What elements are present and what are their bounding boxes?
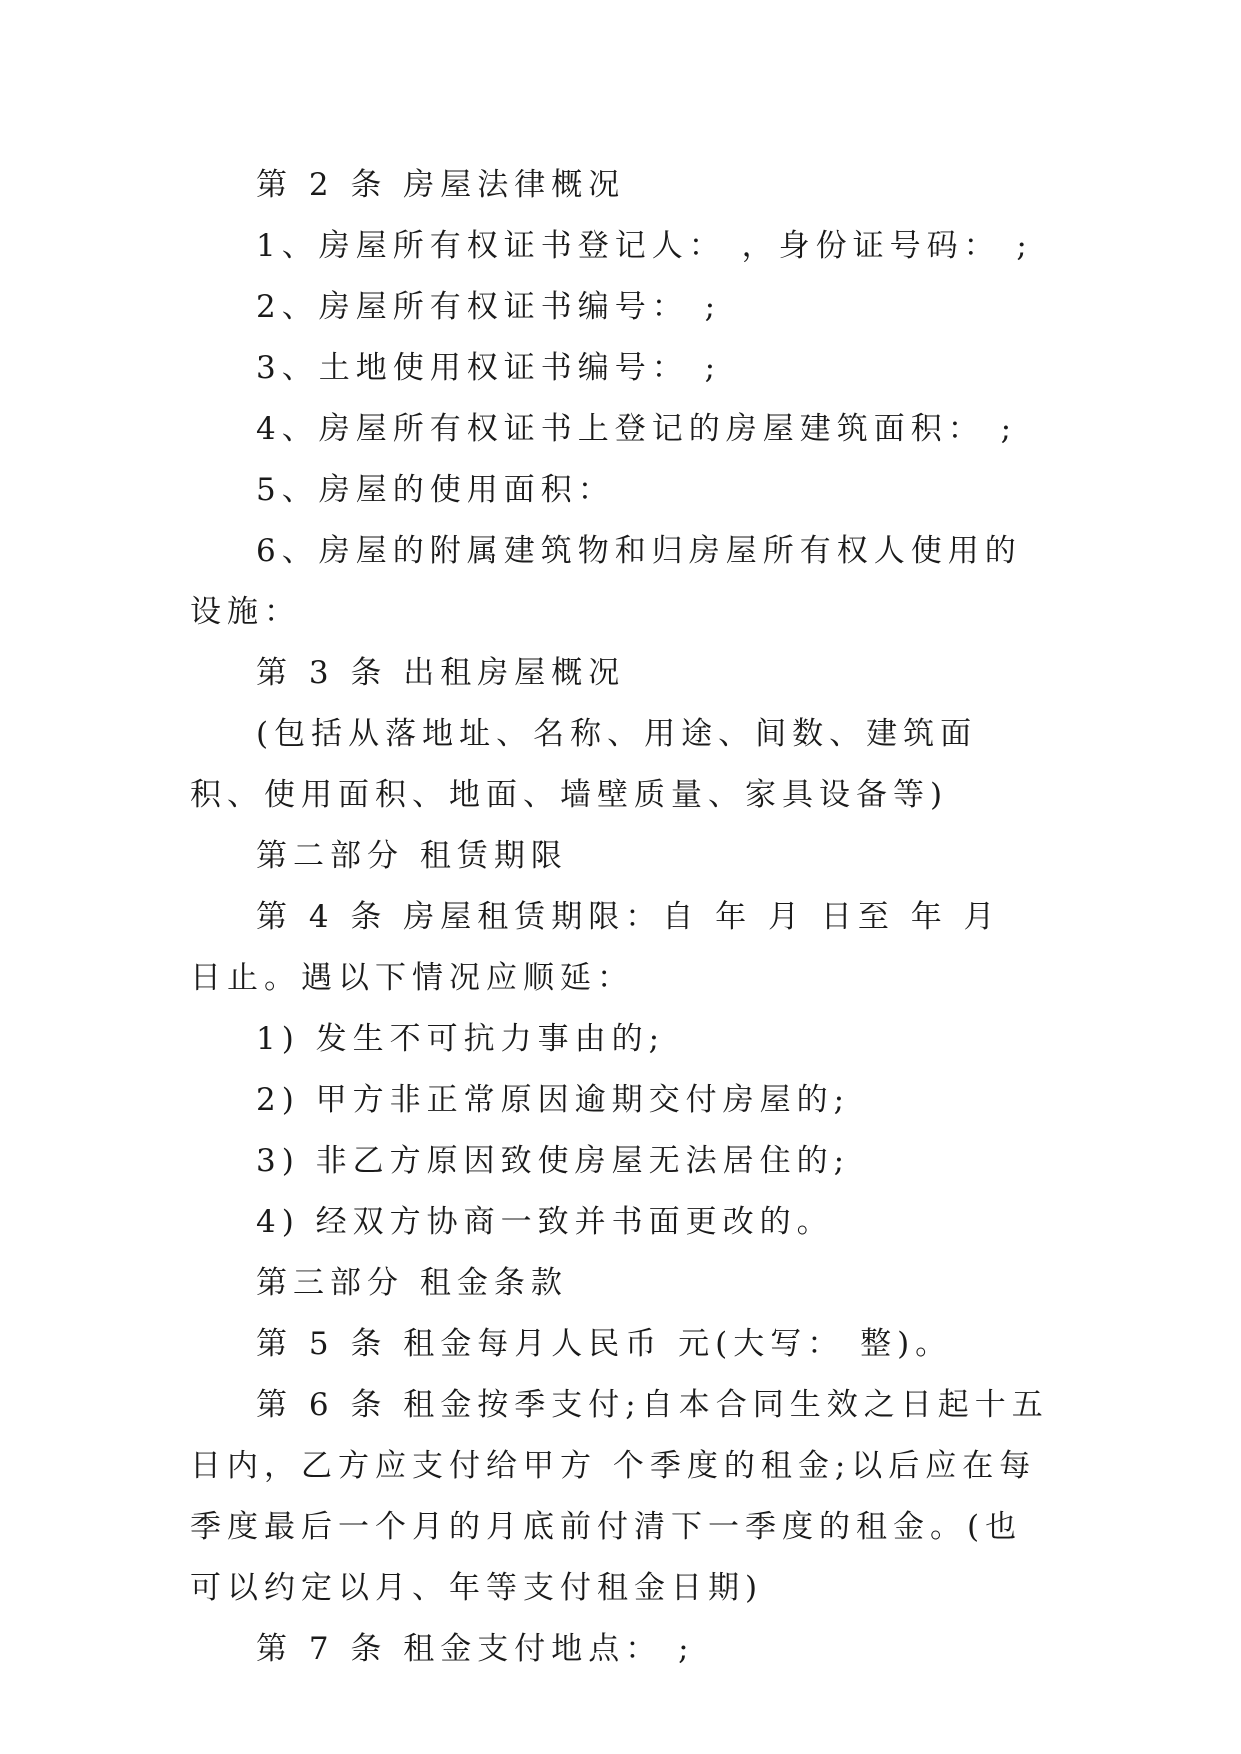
extension-item-1: 1) 发生不可抗力事由的; — [256, 1021, 666, 1057]
part-3-heading: 第三部分 租金条款 — [256, 1265, 568, 1301]
document-body — [190, 155, 1050, 1680]
item-1-owner: 1、房屋所有权证书登记人： ，身份证号码： ; — [256, 228, 1033, 264]
part-2-heading: 第二部分 租赁期限 — [256, 838, 568, 874]
article-7-payment-location: 第 7 条 租金支付地点： ; — [256, 1631, 695, 1667]
item-2-cert-number: 2、房屋所有权证书编号： ; — [256, 289, 722, 325]
item-6-facilities: 6、房屋的附属建筑物和归房屋所有权人使用的设施： — [190, 533, 1022, 630]
article-2-heading: 第 2 条 房屋法律概况 — [256, 167, 626, 203]
item-4-building-area: 4、房屋所有权证书上登记的房屋建筑面积： ; — [256, 411, 1018, 447]
article-4-term: 第 4 条 房屋租赁期限：自 年 月 日至 年 月 日止。遇以下情况应顺延： — [190, 899, 1001, 996]
article-3-description: (包括从落地址、名称、用途、间数、建筑面积、使用面积、地面、墙壁质量、家具设备等) — [190, 716, 978, 813]
article-3-heading: 第 3 条 出租房屋概况 — [256, 655, 626, 691]
article-5-rent: 第 5 条 租金每月人民币 元(大写： 整)。 — [256, 1326, 953, 1362]
item-3-land-cert: 3、土地使用权证书编号： ; — [256, 350, 722, 386]
item-5-usable-area: 5、房屋的使用面积： — [256, 472, 615, 508]
extension-item-4: 4) 经双方协商一致并书面更改的。 — [256, 1204, 834, 1240]
article-6-payment: 第 6 条 租金按季支付;自本合同生效之日起十五日内，乙方应支付给甲方 个季度的租金;以后应在每季度最后一个月的月底前付清下一季度的租金。(也可以约定以月、年等支付租金日期) — [190, 1387, 1049, 1606]
extension-item-2: 2) 甲方非正常原因逾期交付房屋的; — [256, 1082, 851, 1118]
extension-item-3: 3) 非乙方原因致使房屋无法居住的; — [256, 1143, 851, 1179]
